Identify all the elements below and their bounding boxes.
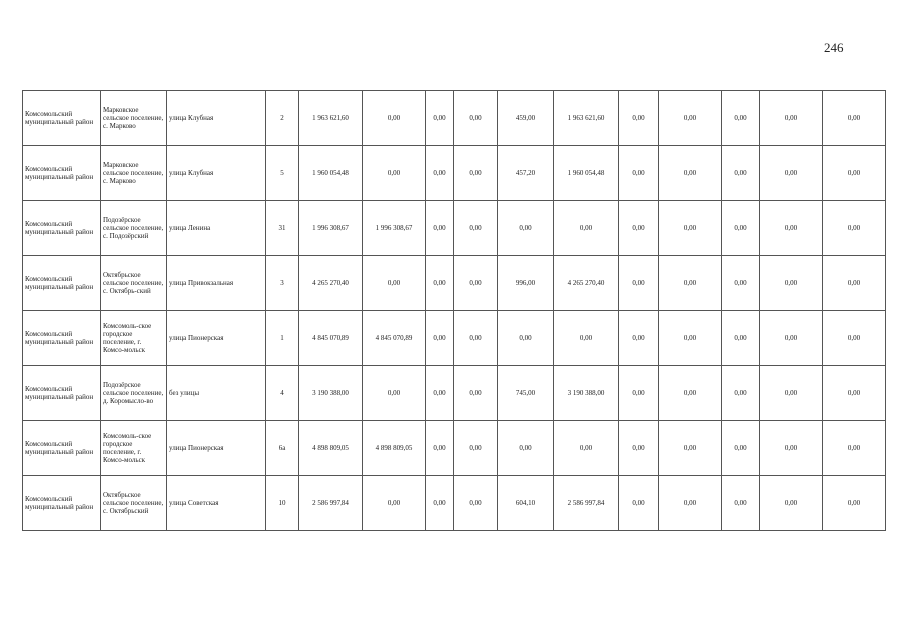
table-row <box>23 421 886 476</box>
value-cell: 0,00 <box>659 476 722 531</box>
value-cell: 0,00 <box>659 421 722 476</box>
settlement-cell: Марковское сельское поселение, с. Марково <box>101 91 167 146</box>
value-cell: 0,00 <box>659 366 722 421</box>
settlement-cell: Комсомоль-ское городское поселение, г. Комсо-мольск <box>101 421 167 476</box>
table-row <box>23 91 886 146</box>
street-cell: улица Пионерская <box>167 421 266 476</box>
value-cell: 0,00 <box>760 476 823 531</box>
value-cell: 0,00 <box>454 201 498 256</box>
value-cell: 0,00 <box>498 201 554 256</box>
value-cell: 0,00 <box>722 421 760 476</box>
value-cell: 4 265 270,40 <box>299 256 363 311</box>
value-cell: 0,00 <box>722 366 760 421</box>
value-cell: 1 960 054,48 <box>299 146 363 201</box>
value-cell: 0,00 <box>760 311 823 366</box>
value-cell: 0,00 <box>722 256 760 311</box>
value-cell: 0,00 <box>498 421 554 476</box>
street-cell: улица Клубная <box>167 91 266 146</box>
value-cell: 0,00 <box>619 256 659 311</box>
settlement-cell: Марковское сельское поселение, с. Марково <box>101 146 167 201</box>
value-cell: 4 898 809,05 <box>363 421 426 476</box>
house-number-cell: 6а <box>266 421 299 476</box>
value-cell: 0,00 <box>554 201 619 256</box>
value-cell: 0,00 <box>363 91 426 146</box>
value-cell: 0,00 <box>498 311 554 366</box>
settlement-cell: Октябрьское сельское поселение, с. Октябрь-ский <box>101 256 167 311</box>
value-cell: 0,00 <box>554 311 619 366</box>
house-number-cell: 5 <box>266 146 299 201</box>
settlement-cell: Подозёрское сельское поселение, д. Коромысло-во <box>101 366 167 421</box>
value-cell: 1 963 621,60 <box>299 91 363 146</box>
page-number: 246 <box>824 40 844 55</box>
value-cell: 0,00 <box>722 476 760 531</box>
district-cell: Комсомольский муниципальный район <box>23 91 101 146</box>
value-cell: 4 845 070,89 <box>363 311 426 366</box>
value-cell: 0,00 <box>659 201 722 256</box>
table-row <box>23 201 886 256</box>
table-row <box>23 146 886 201</box>
value-cell: 1 960 054,48 <box>554 146 619 201</box>
value-cell: 0,00 <box>619 201 659 256</box>
value-cell: 0,00 <box>554 421 619 476</box>
value-cell: 0,00 <box>454 91 498 146</box>
value-cell: 0,00 <box>823 366 886 421</box>
value-cell: 0,00 <box>823 91 886 146</box>
value-cell: 0,00 <box>454 256 498 311</box>
district-cell: Комсомольский муниципальный район <box>23 201 101 256</box>
settlement-cell: Октябрьское сельское поселение, с. Октябрьский <box>101 476 167 531</box>
value-cell: 0,00 <box>760 256 823 311</box>
value-cell: 1 996 308,67 <box>363 201 426 256</box>
district-cell: Комсомольский муниципальный район <box>23 476 101 531</box>
table-row <box>23 366 886 421</box>
value-cell: 0,00 <box>426 201 454 256</box>
value-cell: 0,00 <box>823 476 886 531</box>
street-cell: улица Привокзальная <box>167 256 266 311</box>
value-cell: 0,00 <box>823 146 886 201</box>
value-cell: 1 963 621,60 <box>554 91 619 146</box>
street-cell: улица Ленина <box>167 201 266 256</box>
value-cell: 0,00 <box>823 201 886 256</box>
value-cell: 4 845 070,89 <box>299 311 363 366</box>
value-cell: 0,00 <box>722 201 760 256</box>
table-row <box>23 311 886 366</box>
value-cell: 0,00 <box>659 146 722 201</box>
house-number-cell: 10 <box>266 476 299 531</box>
value-cell: 0,00 <box>659 256 722 311</box>
value-cell: 0,00 <box>363 476 426 531</box>
value-cell: 2 586 997,84 <box>554 476 619 531</box>
street-cell: улица Советская <box>167 476 266 531</box>
value-cell: 0,00 <box>760 201 823 256</box>
value-cell: 0,00 <box>760 146 823 201</box>
house-number-cell: 2 <box>266 91 299 146</box>
value-cell: 0,00 <box>619 311 659 366</box>
value-cell: 0,00 <box>426 311 454 366</box>
value-cell: 0,00 <box>823 256 886 311</box>
value-cell: 459,00 <box>498 91 554 146</box>
value-cell: 4 898 809,05 <box>299 421 363 476</box>
value-cell: 0,00 <box>619 421 659 476</box>
value-cell: 0,00 <box>619 91 659 146</box>
value-cell: 0,00 <box>619 366 659 421</box>
value-cell: 2 586 997,84 <box>299 476 363 531</box>
register-table <box>22 90 886 531</box>
value-cell: 0,00 <box>760 91 823 146</box>
value-cell: 0,00 <box>426 146 454 201</box>
district-cell: Комсомольский муниципальный район <box>23 311 101 366</box>
district-cell: Комсомольский муниципальный район <box>23 421 101 476</box>
value-cell: 0,00 <box>426 256 454 311</box>
value-cell: 0,00 <box>722 146 760 201</box>
value-cell: 4 265 270,40 <box>554 256 619 311</box>
value-cell: 745,00 <box>498 366 554 421</box>
value-cell: 996,00 <box>498 256 554 311</box>
value-cell: 0,00 <box>659 91 722 146</box>
table-row <box>23 256 886 311</box>
value-cell: 0,00 <box>619 476 659 531</box>
value-cell: 0,00 <box>619 146 659 201</box>
value-cell: 0,00 <box>722 91 760 146</box>
value-cell: 0,00 <box>426 91 454 146</box>
house-number-cell: 1 <box>266 311 299 366</box>
value-cell: 0,00 <box>454 146 498 201</box>
value-cell: 0,00 <box>722 311 760 366</box>
district-cell: Комсомольский муниципальный район <box>23 366 101 421</box>
value-cell: 0,00 <box>659 311 722 366</box>
house-number-cell: 3 <box>266 256 299 311</box>
value-cell: 457,20 <box>498 146 554 201</box>
value-cell: 0,00 <box>454 311 498 366</box>
district-cell: Комсомольский муниципальный район <box>23 146 101 201</box>
value-cell: 0,00 <box>760 366 823 421</box>
value-cell: 0,00 <box>454 476 498 531</box>
value-cell: 0,00 <box>363 256 426 311</box>
settlement-cell: Подозёрское сельское поселение, с. Подозёрский <box>101 201 167 256</box>
value-cell: 0,00 <box>760 421 823 476</box>
value-cell: 1 996 308,67 <box>299 201 363 256</box>
value-cell: 0,00 <box>426 366 454 421</box>
value-cell: 604,10 <box>498 476 554 531</box>
street-cell: улица Клубная <box>167 146 266 201</box>
value-cell: 0,00 <box>454 421 498 476</box>
table-row <box>23 476 886 531</box>
value-cell: 0,00 <box>823 421 886 476</box>
settlement-cell: Комсомоль-ское городское поселение, г. Комсо-мольск <box>101 311 167 366</box>
street-cell: без улицы <box>167 366 266 421</box>
house-number-cell: 4 <box>266 366 299 421</box>
house-number-cell: 31 <box>266 201 299 256</box>
district-cell: Комсомольский муниципальный район <box>23 256 101 311</box>
value-cell: 0,00 <box>454 366 498 421</box>
value-cell: 3 190 388,00 <box>299 366 363 421</box>
value-cell: 0,00 <box>426 421 454 476</box>
value-cell: 0,00 <box>363 146 426 201</box>
value-cell: 0,00 <box>363 366 426 421</box>
value-cell: 3 190 388,00 <box>554 366 619 421</box>
value-cell: 0,00 <box>823 311 886 366</box>
value-cell: 0,00 <box>426 476 454 531</box>
street-cell: улица Пионерская <box>167 311 266 366</box>
